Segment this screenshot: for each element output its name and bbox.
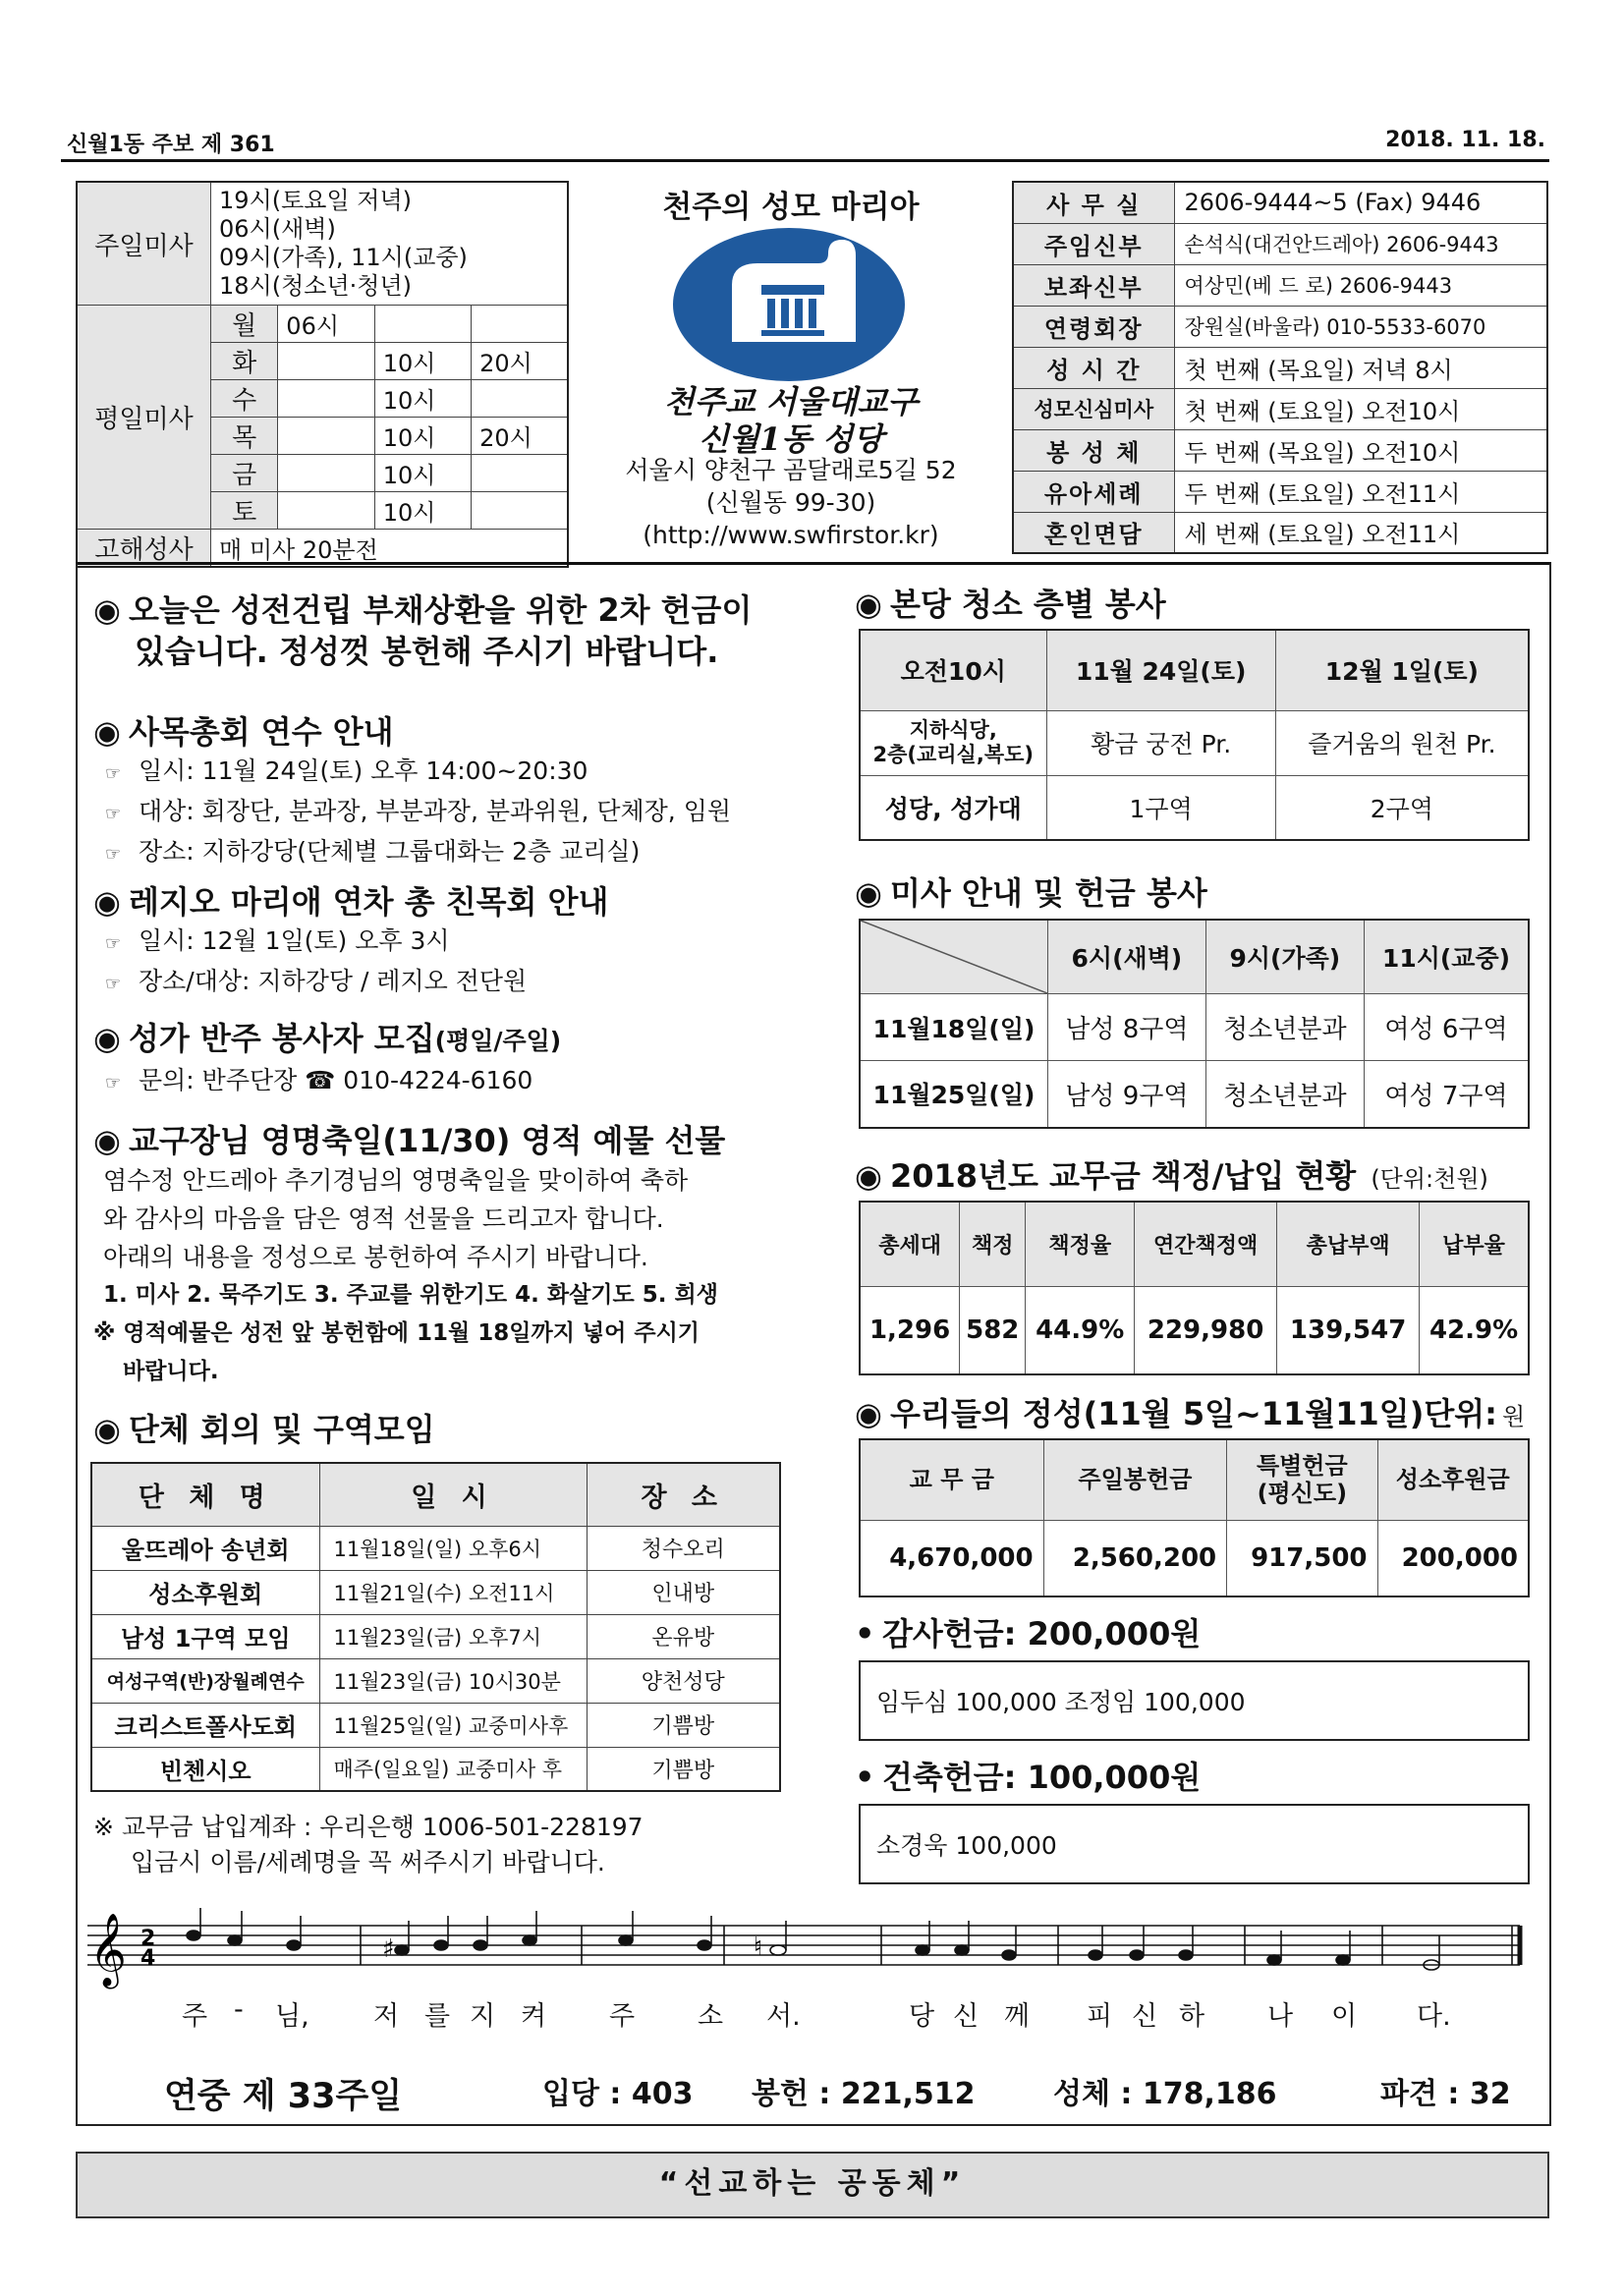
weekday: 목	[211, 418, 278, 455]
weekday-time	[472, 492, 568, 530]
pointing-hand-icon: ☞	[105, 974, 122, 994]
office-value: 장원실(바울라) 010-5533-6070	[1174, 306, 1547, 347]
sunday-time-1: 19시(토요일 저녁)	[219, 187, 413, 214]
section-title-note: (평일/주일)	[434, 1027, 562, 1055]
bullet-icon: ◉	[855, 586, 882, 623]
table-row	[860, 1286, 1529, 1374]
mass-date: 11월18일(일)	[860, 994, 1048, 1061]
mass-service-table	[859, 919, 1530, 1129]
dues-status-table	[859, 1201, 1530, 1375]
confession-value: 매 미사 20분전	[211, 530, 568, 568]
weekday-time: 20시	[472, 418, 568, 455]
pointing-hand-icon: ☞	[105, 844, 122, 865]
weekday: 수	[211, 380, 278, 418]
section-title: 성가 반주 봉사자 모집	[129, 1020, 435, 1057]
bulletin-date: 2018. 11. 18.	[1385, 128, 1545, 152]
table-header: 오전10시	[860, 630, 1046, 710]
natural-icon: ♮	[754, 1932, 763, 1962]
contrib-value: 4,670,000	[860, 1520, 1043, 1596]
group-date: 11월23일(금) 10시30분	[319, 1658, 587, 1703]
unit-note: 원	[1502, 1403, 1526, 1430]
weekday: 월	[211, 306, 278, 343]
clean-location-line: 2층(교리실,복도)	[872, 743, 1034, 766]
list-item: 일시: 11월 24일(토) 오후 14:00~20:30	[139, 756, 588, 785]
thanks-offering-box: 임두심 100,000 조정임 100,000	[859, 1660, 1530, 1741]
bullet-icon: ◉	[855, 1395, 882, 1432]
weekday-time: 10시	[374, 343, 471, 380]
weekday: 금	[211, 455, 278, 492]
weekday-time: 10시	[374, 418, 471, 455]
section-title: 본당 청소 층별 봉사	[890, 586, 1166, 623]
weekday-time	[278, 492, 374, 530]
lyric-syllable: 다.	[1417, 2001, 1451, 2032]
clean-location-line: 지하식당,	[909, 718, 997, 742]
table-row	[860, 775, 1529, 840]
contributions-table	[859, 1438, 1530, 1597]
weekday: 화	[211, 343, 278, 380]
pointing-hand-icon: ☞	[105, 933, 122, 954]
lyric-syllable: 신	[953, 2001, 980, 2032]
frame-divider	[76, 2124, 1551, 2126]
office-key: 성모신심미사	[1013, 388, 1174, 429]
building-offering-title	[855, 1757, 1201, 1798]
lyric-syllable: 님,	[275, 2001, 309, 2032]
weekday-time: 10시	[374, 380, 471, 418]
section-title: 2018년도 교무금 책정/납입 현황	[890, 1157, 1357, 1195]
lyric-syllable: 께	[1004, 2001, 1031, 2032]
list-item: 일시: 12월 1일(토) 오후 3시	[139, 926, 450, 955]
table-row	[91, 1570, 780, 1614]
sunday-mass-times	[211, 182, 568, 306]
stat-dismissal: 파견 : 32	[1380, 2077, 1511, 2111]
pointing-hand-icon: ☞	[105, 804, 122, 824]
weekday-time	[472, 380, 568, 418]
weekday-mass-label: 평일미사	[77, 306, 211, 530]
table-header: 책정율	[1026, 1202, 1135, 1286]
table-row	[91, 1526, 780, 1570]
parish-patron-title: 천주의 성모 마리아	[662, 190, 920, 225]
table-header: 6시(새벽)	[1048, 920, 1206, 994]
group-place: 청수오리	[587, 1526, 780, 1570]
table-header-line: (평신도)	[1257, 1480, 1348, 1508]
notice-line-1: 오늘은 성전건립 부채상환을 위한 2차 헌금이	[129, 591, 753, 629]
notice-second-collection	[93, 589, 801, 672]
motto-banner: “선교하는 공동체”	[76, 2152, 1549, 2218]
section-group-meetings-title	[93, 1409, 435, 1450]
bullet-dot-icon: •	[855, 1759, 875, 1796]
office-key: 성 시 간	[1013, 347, 1174, 388]
office-value: 두 번째 (토요일) 오전11시	[1174, 471, 1547, 512]
list-item: 장소/대상: 지하강당 / 레지오 전단원	[139, 967, 528, 995]
sunday-time-2: 06시(새벽)	[219, 215, 336, 243]
dues-value: 139,547	[1277, 1286, 1420, 1374]
lyric-syllable: 켜	[521, 2001, 547, 2032]
treble-clef-icon: 𝄞	[89, 1914, 127, 1987]
lyric-syllable: 소	[698, 2001, 724, 2032]
office-key: 보좌신부	[1013, 264, 1174, 306]
group-name: 남성 1구역 모임	[91, 1614, 319, 1658]
dues-value: 229,980	[1135, 1286, 1277, 1374]
mass-team: 청소년분과	[1205, 994, 1364, 1061]
office-key: 연령회장	[1013, 306, 1174, 347]
group-place: 양천성당	[587, 1658, 780, 1703]
office-value: 세 번째 (토요일) 오전11시	[1174, 512, 1547, 553]
sunday-mass-label: 주일미사	[77, 182, 211, 306]
table-row	[860, 710, 1529, 775]
lyric-syllable: 나	[1267, 2001, 1294, 2032]
lyric-syllable: 주	[182, 2001, 208, 2032]
weekday-time	[472, 306, 568, 343]
diagonal-corner	[860, 920, 1048, 994]
table-header: 연간책정액	[1135, 1202, 1277, 1286]
table-row	[91, 1614, 780, 1658]
stat-offertory: 봉헌 : 221,512	[752, 2077, 976, 2111]
lyric-syllable: 당	[909, 2001, 935, 2032]
group-name: 빈첸시오	[91, 1747, 319, 1791]
group-name: 성소후원회	[91, 1570, 319, 1614]
clean-section-title	[855, 584, 1166, 625]
group-name: 울뜨레아 송년회	[91, 1526, 319, 1570]
contrib-title	[855, 1393, 1542, 1434]
pointing-hand-icon: ☞	[105, 763, 122, 784]
lyric-syllable: 이	[1331, 2001, 1358, 2032]
parish-logo-icon	[671, 226, 907, 383]
section-title: 사목총회 연수 안내	[129, 713, 394, 751]
table-header: 총납부액	[1277, 1202, 1420, 1286]
weekday-time	[472, 455, 568, 492]
office-key: 사 무 실	[1013, 182, 1174, 223]
section-spiritual-gift	[93, 1120, 801, 1391]
section-legio-gathering	[93, 881, 801, 1003]
paragraph-line: 바랍니다.	[123, 1359, 219, 1384]
lyric-syllable: 피	[1087, 2001, 1113, 2032]
lyric-syllable: 를	[424, 2001, 451, 2032]
paragraph-line: 와 감사의 마음을 담은 영적 선물을 드리고자 합니다.	[103, 1204, 664, 1233]
clean-team: 즐거움의 원천 Pr.	[1275, 710, 1529, 775]
address-line-2: (신월동 99-30)	[705, 488, 876, 517]
table-header: 11월 24일(토)	[1046, 630, 1275, 710]
table-header	[1227, 1439, 1377, 1520]
table-header: 11시(교중)	[1364, 920, 1529, 994]
thanks-offering-title	[855, 1613, 1201, 1654]
unit-note: (단위:천원)	[1371, 1165, 1488, 1193]
table-row	[91, 1658, 780, 1703]
section-title: 교구장님 영명축일(11/30) 영적 예물 선물	[129, 1122, 726, 1159]
mass-team: 청소년분과	[1205, 1061, 1364, 1128]
group-date: 11월23일(금) 오후7시	[319, 1614, 587, 1658]
group-name: 여성구역(반)장월례연수	[91, 1658, 319, 1703]
time-signature-bottom: 4	[140, 1946, 156, 1971]
table-header: 9시(가족)	[1205, 920, 1364, 994]
sunday-time-3: 09시(가족), 11시(교중)	[219, 244, 468, 271]
address-line-1: 서울시 양천구 곰달래로5길 52	[625, 456, 957, 484]
mass-schedule-table	[76, 181, 569, 568]
section-title: 우리들의 정성(11월 5일~11월11일)단위:	[890, 1395, 1497, 1432]
section-pastoral-assembly	[93, 711, 801, 873]
bullet-icon: ◉	[855, 874, 882, 912]
section-title: 미사 안내 및 헌금 봉사	[890, 874, 1207, 912]
table-header: 일 시	[319, 1463, 587, 1526]
weekday-time	[278, 380, 374, 418]
office-value: 두 번째 (목요일) 오전10시	[1174, 429, 1547, 471]
account-line-1: ※ 교무금 납입계좌 : 우리은행 1006-501-228197	[93, 1813, 644, 1841]
bullet-icon: ◉	[93, 713, 121, 751]
dues-value: 582	[960, 1286, 1026, 1374]
notes	[187, 1908, 1439, 1970]
section-title: 단체 회의 및 구역모임	[129, 1411, 435, 1448]
office-info-table	[1012, 181, 1548, 554]
parish-website: (http://www.swfirstor.kr)	[643, 521, 939, 549]
confession-label: 고해성사	[77, 530, 211, 568]
table-header: 납부율	[1420, 1202, 1529, 1286]
clean-team: 황금 궁전 Pr.	[1046, 710, 1275, 775]
section-title: 감사헌금: 200,000원	[882, 1615, 1202, 1652]
sunday-time-4: 18시(청소년·청년)	[219, 272, 413, 300]
contrib-value: 200,000	[1377, 1520, 1529, 1596]
bullet-icon: ◉	[855, 1157, 882, 1195]
clean-location	[860, 710, 1046, 775]
mass-team: 남성 9구역	[1048, 1061, 1206, 1128]
office-value: 첫 번째 (목요일) 저녁 8시	[1174, 347, 1547, 388]
lyric-syllable: 서.	[766, 2001, 801, 2032]
clean-location: 성당, 성가대	[860, 775, 1046, 840]
weekday-time: 10시	[374, 492, 471, 530]
liturgical-week: 연중 제 33주일	[164, 2077, 403, 2116]
mass-team: 여성 7구역	[1364, 1061, 1529, 1128]
table-header: 주일봉헌금	[1043, 1439, 1227, 1520]
header-divider	[61, 159, 1549, 162]
table-header: 책정	[960, 1202, 1026, 1286]
lyric-syllable: 하	[1179, 2001, 1205, 2032]
office-value: 첫 번째 (토요일) 오전10시	[1174, 388, 1547, 429]
list-item: 장소: 지하강당(단체별 그룹대화는 2층 교리실)	[139, 837, 641, 866]
paragraph-line: 염수정 안드레아 추기경님의 영명축일을 맞이하여 축하	[103, 1166, 689, 1195]
weekday-time: 20시	[472, 343, 568, 380]
group-place: 인내방	[587, 1570, 780, 1614]
clean-team: 1구역	[1046, 775, 1275, 840]
section-accompanist-recruit	[93, 1018, 801, 1102]
notice-line-2: 있습니다. 정성껏 봉헌해 주시기 바랍니다.	[135, 633, 719, 670]
mass-team: 여성 6구역	[1364, 994, 1529, 1061]
weekday-time	[278, 343, 374, 380]
attendance-stats	[76, 2061, 1551, 2120]
lyric-syllable: 주	[609, 2001, 636, 2032]
building-offering-box: 소경욱 100,000	[859, 1804, 1530, 1884]
lyric-syllable: 지	[470, 2001, 496, 2032]
weekday-time: 10시	[374, 455, 471, 492]
office-value: 손석식(대건안드레아) 2606-9443	[1174, 223, 1547, 264]
group-date: 11월25일(일) 교중미사후	[319, 1703, 587, 1747]
bulletin-issue: 신월1동 주보 제 361	[67, 133, 275, 157]
table-header: 단 체 명	[91, 1463, 319, 1526]
dues-value: 42.9%	[1420, 1286, 1529, 1374]
group-date: 11월21일(수) 오전11시	[319, 1570, 587, 1614]
dues-title	[855, 1155, 1542, 1197]
table-header: 성소후원금	[1377, 1439, 1529, 1520]
weekday-time	[374, 306, 471, 343]
weekday: 토	[211, 492, 278, 530]
stat-communion: 성체 : 178,186	[1053, 2077, 1277, 2111]
table-header: 교 무 금	[860, 1439, 1043, 1520]
group-name: 크리스트폴사도회	[91, 1703, 319, 1747]
parish-address	[589, 454, 992, 551]
parish-name-script	[599, 383, 982, 458]
office-value: 2606-9444~5 (Fax) 9446	[1174, 182, 1547, 223]
time-signature-top: 2	[140, 1927, 156, 1951]
group-place: 온유방	[587, 1614, 780, 1658]
pointing-hand-icon: ☞	[105, 1073, 122, 1093]
weekday-time	[278, 455, 374, 492]
table-header: 장 소	[587, 1463, 780, 1526]
table-row	[860, 994, 1529, 1061]
group-place: 기쁨방	[587, 1703, 780, 1747]
bullet-icon: ◉	[93, 1020, 121, 1057]
bullet-icon: ◉	[93, 1411, 121, 1448]
lyric-syllable: -	[234, 1994, 244, 2025]
mass-date: 11월25일(일)	[860, 1061, 1048, 1128]
list-item: 문의: 반주단장 ☎ 010-4224-6160	[139, 1066, 533, 1094]
parish-name: 신월1동 성당	[699, 420, 883, 458]
bullet-icon: ◉	[93, 591, 121, 629]
group-place: 기쁨방	[587, 1747, 780, 1791]
paragraph-line: 아래의 내용을 정성으로 봉헌하여 주시기 바랍니다.	[103, 1243, 648, 1271]
dues-value: 44.9%	[1026, 1286, 1135, 1374]
mass-service-title	[855, 872, 1207, 914]
list-item: 대상: 회장단, 분과장, 부분과장, 분과위원, 단체장, 임원	[139, 797, 731, 825]
group-date: 매주(일요일) 교중미사 후	[319, 1747, 587, 1791]
group-date: 11월18일(일) 오후6시	[319, 1526, 587, 1570]
bullet-icon: ◉	[93, 883, 121, 921]
stat-entry: 입당 : 403	[542, 2077, 694, 2111]
section-title: 레지오 마리애 연차 총 친목회 안내	[129, 883, 609, 921]
diocese-name: 천주교 서울대교구	[663, 383, 919, 420]
table-header-line: 특별헌금	[1256, 1452, 1348, 1481]
group-meetings-table	[90, 1462, 781, 1792]
table-header: 12월 1일(토)	[1275, 630, 1529, 710]
lyric-syllable: 저	[373, 2001, 400, 2032]
table-row	[91, 1703, 780, 1747]
weekday-time	[278, 418, 374, 455]
contrib-value: 917,500	[1227, 1520, 1377, 1596]
bullet-icon: ◉	[93, 1122, 121, 1159]
contrib-value: 2,560,200	[1043, 1520, 1227, 1596]
paragraph-line: 1. 미사 2. 묵주기도 3. 주교를 위한기도 4. 화살기도 5. 희생	[103, 1282, 718, 1308]
table-row	[91, 1747, 780, 1791]
lyric-syllable: 신	[1132, 2001, 1158, 2032]
clean-team: 2구역	[1275, 775, 1529, 840]
sharp-icon: ♯	[382, 1934, 395, 1964]
paragraph-line: ※ 영적예물은 성전 앞 봉헌함에 11월 18일까지 넣어 주시기	[93, 1320, 700, 1346]
office-key: 혼인면담	[1013, 512, 1174, 553]
table-header: 총세대	[860, 1202, 960, 1286]
table-row	[860, 1520, 1529, 1596]
account-line-2: 입금시 이름/세례명을 꼭 써주시기 바랍니다.	[131, 1848, 605, 1876]
account-notice	[93, 1810, 644, 1880]
bullet-dot-icon: •	[855, 1615, 875, 1652]
dues-value: 1,296	[860, 1286, 960, 1374]
weekday-time: 06시	[278, 306, 374, 343]
section-title: 건축헌금: 100,000원	[882, 1759, 1202, 1796]
office-key: 주임신부	[1013, 223, 1174, 264]
mass-team: 남성 8구역	[1048, 994, 1206, 1061]
cleaning-duty-table	[859, 629, 1530, 841]
table-row	[860, 1061, 1529, 1128]
office-value: 여상민(베 드 로) 2606-9443	[1174, 264, 1547, 306]
office-key: 봉 성 체	[1013, 429, 1174, 471]
office-key: 유아세례	[1013, 471, 1174, 512]
diagonal-line-icon	[861, 921, 1047, 993]
